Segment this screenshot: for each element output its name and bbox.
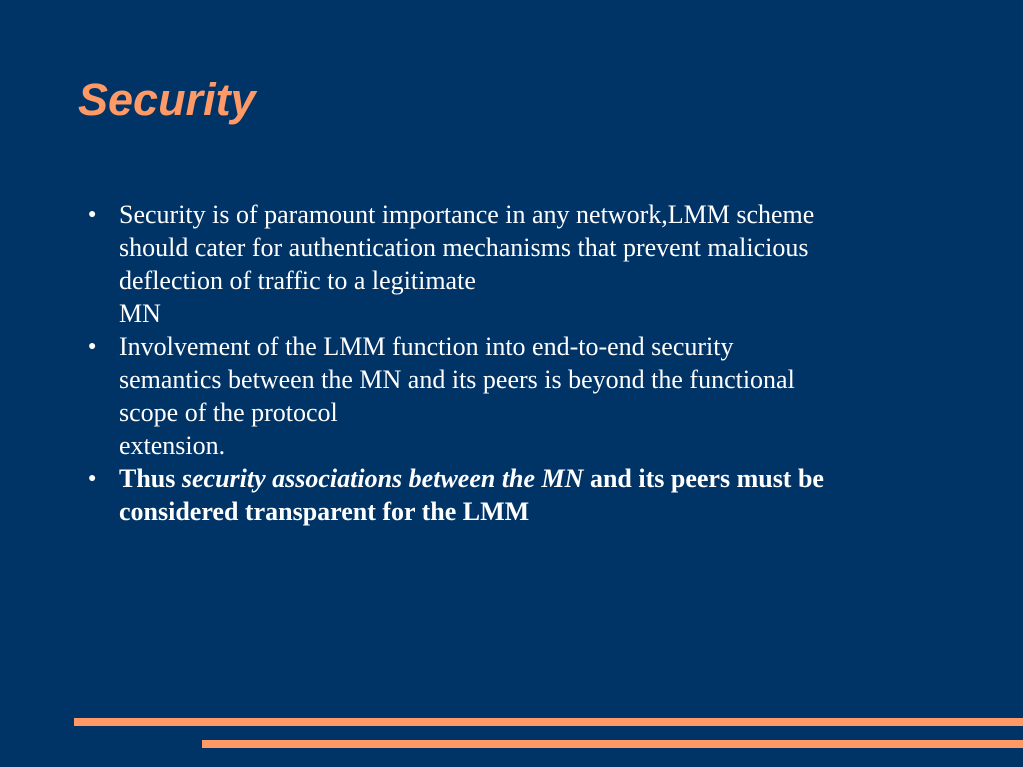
bullet-icon: ● [88,471,97,486]
bullet-item [88,330,968,462]
bullet-text-line: scope of the protocol [119,398,338,427]
bullet-icon: ● [88,339,97,354]
bullet-text-line: Security is of paramount importance in any network,LMM scheme [119,200,815,229]
bullet-text-line: should cater for authentication mechanisms that prevent malicious [119,233,809,262]
bullet-text-line: Involvement of the LMM function into end-to-end security [119,332,734,361]
bullet-text-line: considered transparent for the LMM [119,497,530,526]
bullet-icon: ● [88,207,97,222]
bullet-text-line: deflection of traffic to a legitimate [119,266,476,295]
bullet-item [88,462,968,528]
bullet-tail-text: and its peers must be [589,464,824,493]
slide-title: Security [78,74,256,125]
bullet-text-line: semantics between the MN and its peers is beyond the functional [119,365,795,394]
bullet-text-line [119,462,968,495]
bullet-item [88,198,968,330]
bullet-lead-text: Thus [119,464,176,493]
bullet-list [88,198,968,528]
accent-bar-bottom [202,740,1023,748]
bullet-emphasis-text: security associations between the MN [181,464,584,493]
bullet-text-line: MN [119,299,161,328]
bullet-text-line: extension. [119,431,226,460]
accent-bar-top [74,718,1023,726]
